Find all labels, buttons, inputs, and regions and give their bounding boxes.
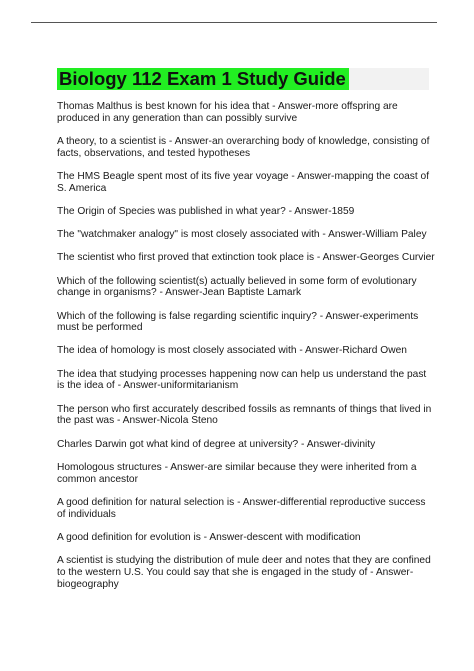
qa-item: The Origin of Species was published in what year? - Answer-1859 [57, 205, 355, 217]
qa-item: Homologous structures - Answer-are similar because they were inherited from a common ancestor [57, 461, 417, 485]
qa-item: The scientist who first proved that extinction took place is - Answer-Georges Curvier [57, 252, 435, 264]
qa-item: A good definition for natural selection is - Answer-differential reproductive success of individuals [57, 496, 426, 520]
qa-item: A scientist is studying the distribution of mule deer and notes that they are confined to the western U.S. You could say that she is engaged in the study of - Answer-biogeography [57, 554, 431, 590]
qa-item: The idea of homology is most closely associated with - Answer-Richard Owen [57, 345, 407, 357]
qa-list [57, 101, 435, 602]
top-divider [31, 22, 437, 23]
qa-item: Which of the following scientist(s) actually believed in some form of evolutionary change in organisms? - Answer-Jean Baptiste Lamark [57, 275, 417, 299]
qa-item: The person who first accurately described fossils as remnants of things that lived in the past was - Answer-Nicola Steno [57, 403, 432, 427]
page-title: Biology 112 Exam 1 Study Guide [57, 68, 349, 90]
qa-item: A theory, to a scientist is - Answer-an overarching body of knowledge, consisting of facts, observations, and tested hypotheses [57, 135, 430, 159]
qa-item: Thomas Malthus is best known for his idea that - Answer-more offspring are produced in any generation than can possibly survive [57, 101, 398, 124]
qa-item: Charles Darwin got what kind of degree at university? - Answer-divinity [57, 438, 376, 450]
qa-item: A good definition for evolution is - Answer-descent with modification [57, 531, 361, 543]
qa-item: Which of the following is false regarding scientific inquiry? - Answer-experiments must be performed [57, 310, 419, 334]
qa-item: The "watchmaker analogy" is most closely associated with - Answer-William Paley [57, 229, 427, 241]
qa-item: The HMS Beagle spent most of its five year voyage - Answer-mapping the coast of S. America [57, 170, 430, 194]
qa-item: The idea that studying processes happening now can help us understand the past is the idea of - Answer-uniformitarianism [57, 368, 427, 392]
